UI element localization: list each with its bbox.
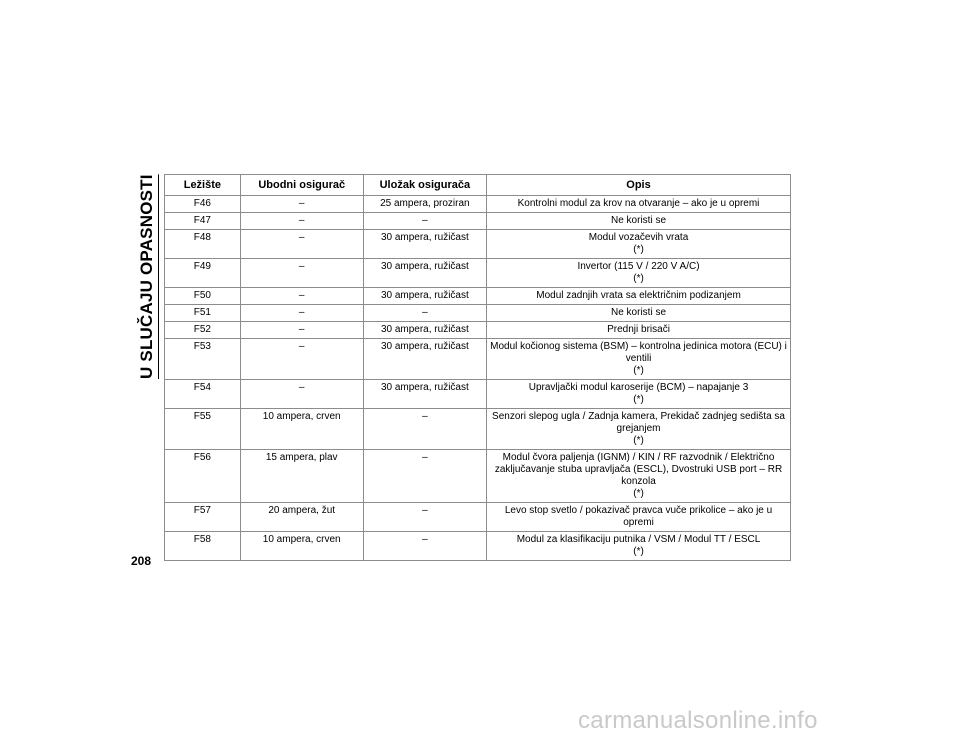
cell-description [487,196,791,213]
table-header-row [165,175,791,196]
description-line: (*) [633,273,644,284]
cell-cartridge-fuse: – [363,409,486,450]
cell-blade-fuse: 20 ampera, žut [240,503,363,532]
table-row [165,322,791,339]
table-row [165,503,791,532]
cell-slot: F46 [165,196,241,213]
cell-description [487,409,791,450]
cell-cartridge-fuse: – [363,305,486,322]
table-row [165,450,791,503]
cell-blade-fuse: – [240,259,363,288]
cell-description [487,339,791,380]
description-line: Modul zadnjih vrata sa električnim podizanjem [536,290,741,301]
cell-cartridge-fuse: – [363,503,486,532]
cell-description [487,259,791,288]
cell-description [487,380,791,409]
description-line: (*) [633,546,644,557]
cell-slot: F49 [165,259,241,288]
cell-blade-fuse: 10 ampera, crven [240,409,363,450]
header-cartridge-fuse: Uložak osigurača [363,175,486,196]
description-line: Senzori slepog ugla / Zadnja kamera, Prekidač zadnjeg sedišta sa [492,411,785,422]
description-line: (*) [633,394,644,405]
description-line: (*) [633,244,644,255]
table-row [165,409,791,450]
table-row [165,259,791,288]
cell-blade-fuse: – [240,339,363,380]
cell-cartridge-fuse: 30 ampera, ružičast [363,322,486,339]
cell-description [487,213,791,230]
cell-blade-fuse: 15 ampera, plav [240,450,363,503]
header-blade-fuse: Ubodni osigurač [240,175,363,196]
cell-slot: F57 [165,503,241,532]
description-line: Modul čvora paljenja (IGNM) / KIN / RF razvodnik / Električno [502,452,775,463]
description-line: (*) [633,488,644,499]
cell-slot: F55 [165,409,241,450]
cell-slot: F54 [165,380,241,409]
cell-description [487,503,791,532]
table-row [165,196,791,213]
cell-description [487,230,791,259]
cell-slot: F51 [165,305,241,322]
watermark: carmanualsonline.info [578,707,818,734]
cell-cartridge-fuse: 30 ampera, ružičast [363,259,486,288]
description-line: ventili [625,353,652,364]
description-line: (*) [633,435,644,446]
cell-slot: F48 [165,230,241,259]
description-line: Invertor (115 V / 220 V A/C) [577,261,700,272]
description-line: opremi [623,517,654,528]
cell-description [487,322,791,339]
section-title: U SLUČAJU OPASNOSTI [137,174,156,379]
cell-slot: F52 [165,322,241,339]
page-number: 208 [131,554,152,568]
cell-cartridge-fuse: 30 ampera, ružičast [363,339,486,380]
cell-slot: F47 [165,213,241,230]
cell-cartridge-fuse: – [363,532,486,561]
description-line: zaključavanje stuba upravljača (ESCL), Dvostruki USB port – RR [494,464,783,475]
cell-cartridge-fuse: – [363,213,486,230]
cell-description [487,288,791,305]
description-line: Upravljački modul karoserije (BCM) – napajanje 3 [528,382,749,393]
cell-cartridge-fuse: 30 ampera, ružičast [363,288,486,305]
cell-slot: F56 [165,450,241,503]
cell-slot: F58 [165,532,241,561]
header-slot: Ležište [165,175,241,196]
cell-description [487,450,791,503]
description-line: Kontrolni modul za krov na otvaranje – ako je u opremi [517,198,760,209]
table-row [165,380,791,409]
cell-blade-fuse: – [240,213,363,230]
cell-cartridge-fuse: – [363,450,486,503]
table-row [165,230,791,259]
description-line: Modul kočionog sistema (BSM) – kontrolna jedinica motora (ECU) i [490,341,787,352]
cell-cartridge-fuse: 25 ampera, proziran [363,196,486,213]
table-row [165,532,791,561]
cell-blade-fuse: – [240,196,363,213]
description-line: Modul za klasifikaciju putnika / VSM / Modul TT / ESCL [516,534,761,545]
table-row [165,288,791,305]
description-line: Modul vozačevih vrata [588,232,689,243]
cell-cartridge-fuse: 30 ampera, ružičast [363,380,486,409]
cell-blade-fuse: 10 ampera, crven [240,532,363,561]
cell-blade-fuse: – [240,322,363,339]
table-row [165,305,791,322]
cell-description [487,532,791,561]
description-line: konzola [621,476,656,487]
description-line: Ne koristi se [611,307,667,318]
description-line: Prednji brisači [607,324,670,335]
table-row [165,339,791,380]
fuse-table [164,174,791,561]
cell-cartridge-fuse: 30 ampera, ružičast [363,230,486,259]
description-line: grejanjem [616,423,661,434]
cell-blade-fuse: – [240,305,363,322]
cell-blade-fuse: – [240,230,363,259]
description-line: (*) [633,365,644,376]
fuse-table-body [165,196,791,561]
header-description: Opis [487,175,791,196]
description-line: Levo stop svetlo / pokazivač pravca vuče prikolice – ako je u [504,505,773,516]
description-line: Ne koristi se [611,215,667,226]
cell-slot: F50 [165,288,241,305]
cell-blade-fuse: – [240,288,363,305]
table-row [165,213,791,230]
cell-description [487,305,791,322]
cell-slot: F53 [165,339,241,380]
cell-blade-fuse: – [240,380,363,409]
